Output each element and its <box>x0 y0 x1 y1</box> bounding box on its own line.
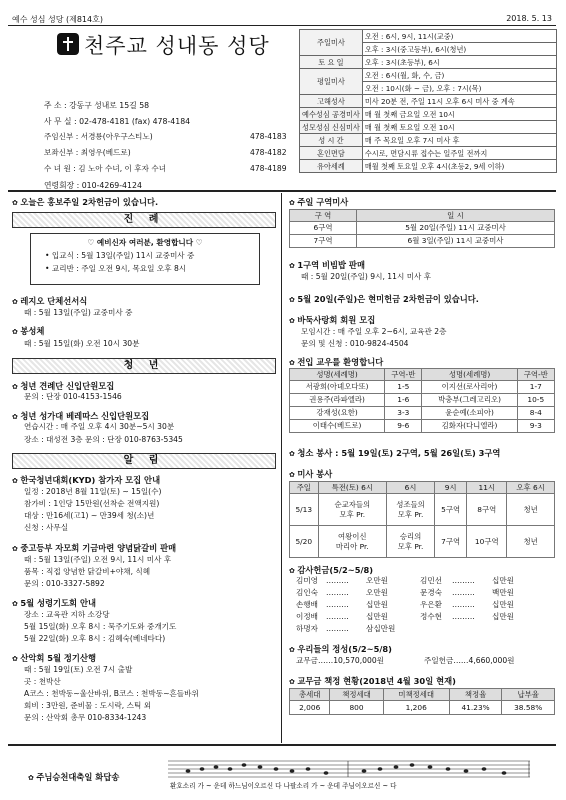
leader-dots: ……… <box>326 624 349 633</box>
page-title: 천주교 성내동 성당 <box>84 34 270 58</box>
item-line: 참가비 : 1인당 15만원(선착순 전액지원) <box>24 499 160 508</box>
donation-amount: 십만원 <box>366 600 389 609</box>
music-staff-icon <box>168 759 530 791</box>
item-line: 장소 : 교육관 지하 소강당 <box>24 610 110 619</box>
item-title: ✿ 5월 성령기도회 안내 <box>12 597 96 609</box>
district-mass-table: 구 역 일 시 6구역 5월 20일(주일) 11시 교중미사 7구역 6월 3일(주일) 11시 교중미사 <box>289 209 555 248</box>
header-divider <box>8 190 556 192</box>
top-bar <box>8 3 556 26</box>
donor-name: 우은환 <box>420 600 443 609</box>
donor-name: 하명자 <box>296 624 319 633</box>
leader-dots: ……… <box>452 600 475 609</box>
contact-convent: 수 녀 원 : 김 노아 수녀, 이 후자 수녀 478-4189 <box>44 164 287 173</box>
item-title: ✿ 청년 성가대 베레따스 신입단원모집 <box>12 410 149 422</box>
item-title: ✿ 레지오 단체선서식 <box>12 295 87 307</box>
issue-date: 2018. 5. 13 <box>506 14 552 23</box>
mass-schedule-table: 주일미사 오전 : 6시, 9시, 11시(교중) 오후 : 3시(중고등부), 6시(청년) 토 요 일 오후 : 3시(초등부), 6시 평일미사 오전 : 6시(월, 화, 수, 금) 오전 : 10시(화 ~ 금), 오후 : 7시(목) 고해성사 미사 20분 전, 주일 11시 오후 6시 미사 중 계속 예수성심 공경미사 매 월 첫째 금요일 오전 10시 성모성심 신심미사 매 월 첫째 토요일 오전 10시 성 시 간 매 주 목요일 오후 7시 미사 후 혼인면담 수시로, 면담시류 접수는 일주일 전까지 유아세례 매월 첫째 토요일 오후 4시(초등2, 9세 이하) <box>299 29 557 173</box>
welcome-line: • 교리반 : 주일 오전 9시, 목요일 오후 8시 <box>45 263 187 273</box>
item-title: ✿ 한국청년대회(KYD) 참가자 모집 안내 <box>12 474 160 486</box>
footer-label: ✿ 주님승천대축일 화답송 <box>28 771 119 783</box>
mass-service-table: 주일 특전(토) 6시 6시 9시 11시 오후 6시 5/13 순교자들의 모후 Pr. 성조들의 모후 Pr. 5구역 8구역 청년 5/20 여왕이신 마리아 Pr. 승리의 모후 Pr. 7구역 10구역 청년 <box>289 481 555 558</box>
welcome-title: ♡ 예비신자 여러분, 환영합니다 ♡ <box>87 238 203 247</box>
donation-amount: 십만원 <box>492 600 515 609</box>
donor-name: 손행배 <box>296 600 319 609</box>
contact-office: 사 무 실 : 02-478-4181 (fax) 478-4184 <box>44 117 191 126</box>
welcome-box <box>30 233 260 285</box>
item-line: 모임시간 : 매 주일 오후 2~6시, 교육관 2층 <box>301 327 447 336</box>
item-line: 5월 15일(화) 오후 8시 : 묵주기도와 중개기도 <box>24 622 177 631</box>
leader-dots: ……… <box>326 576 349 585</box>
item-line: 때 : 5월 13일(주일) 오전 9시, 11시 미사 후 <box>24 555 172 564</box>
donor-name: 문경숙 <box>420 588 443 597</box>
donor-name: 이정배 <box>296 612 319 621</box>
section-bar-liturgy: 진 례 <box>12 212 276 228</box>
item-line: 5월 22일(화) 오후 8시 : 김혜숙(베네타다) <box>24 634 166 643</box>
item-title: ✿ 전입 교우를 환영합니다 <box>289 356 383 368</box>
column-divider <box>281 193 282 743</box>
item-title: ✿ 5월 20일(주일)은 현미헌금 2차헌금이 있습니다. <box>289 293 479 305</box>
dues-table: 총세대 책정세대 미책정세대 책정율 납부율 2,006 800 1,206 41.23% 38.58% <box>289 688 555 715</box>
footer-divider <box>8 744 556 746</box>
donor-name: 김인숙 <box>296 588 319 597</box>
item-title: ✿ 1구역 비빔밥 판매 <box>289 259 365 271</box>
item-line: 문의 : 단장 010-4153-1546 <box>24 392 122 401</box>
item-line: 문의 : 산악회 총무 010-8334-1243 <box>24 713 147 722</box>
donation-amount: 십만원 <box>492 576 515 585</box>
newcomers-table: 성명(세례명) 구역-반 성명(세례명) 구역-반 서광희(아녜오다또) 1-5 이지선(로사리아) 1-7 권용주(라파엘라) 1-6 박충부(그레고리오) 10-5 강재성(요한) 3-3 윤순예(소피아) 8-4 이태수(베드로) 9-6 김화자(다니엘라) 9-3 <box>289 368 555 433</box>
item-title: ✿ 감사헌금(5/2~5/8) <box>289 564 373 576</box>
item-line: 주일헌금……4,660,000원 <box>424 656 515 665</box>
donation-amount: 오만원 <box>366 588 389 597</box>
donor-name: 김미영 <box>296 576 319 585</box>
item-line: 교무금……10,570,000원 <box>296 656 385 665</box>
item-line: 일정 : 2018년 8월 11일(토) ~ 15일(수) <box>24 487 162 496</box>
item-title: ✿ 교무금 책정 현황(2018년 4월 30일 현재) <box>289 675 456 687</box>
item-line: 신청 : 사무실 <box>24 523 69 532</box>
item-line: 장소 : 대성전 3층 문의 : 단장 010-8763-5345 <box>24 435 183 444</box>
parish-logo-icon <box>57 33 79 55</box>
item-line: 때 : 5월 13일(주일) 교중미사 중 <box>24 308 133 317</box>
item-line: 연습시간 : 매 주일 오후 4시 30분~5시 30분 <box>24 422 175 431</box>
donor-name: 김민선 <box>420 576 443 585</box>
svg-text:환호소리 가 ~ 운데 하느님이오르신 다 나팔소리 가: 환호소리 가 ~ 운데 하느님이오르신 다 나팔소리 가 ~ 운데 주님이오르신 ~ 다 <box>170 782 397 790</box>
item-line: 때 : 5월 19일(토) 오전 7시 출발 <box>24 665 133 674</box>
item-line: 때 : 5월 20일(주일) 9시, 11시 미사 후 <box>301 272 432 281</box>
item-title: ✿ 주일 구역미사 <box>289 196 348 208</box>
section-bar-notice: 알 림 <box>12 453 276 469</box>
item-line: 회비 : 3만원, 준비물 : 도시락, 스틱 외 <box>24 701 152 710</box>
item-title: ✿ 산악회 5월 정기산행 <box>12 652 96 664</box>
item-title: ✿ 청년 견례단 신입단원모집 <box>12 380 114 392</box>
donation-amount: 십만원 <box>366 612 389 621</box>
leader-dots: ……… <box>452 588 475 597</box>
donation-amount: 오만원 <box>366 576 389 585</box>
donation-amount: 백만원 <box>492 588 515 597</box>
leader-dots: ……… <box>326 600 349 609</box>
item-line: 때 : 5월 15일(화) 오전 10시 30분 <box>24 339 140 348</box>
item-title: ✿ 청소 봉사 : 5월 19일(토) 2구역, 5월 26일(토) 3구역 <box>289 447 500 459</box>
section-bar-youth: 청 년 <box>12 358 276 374</box>
item-line: 대상 : 만16세(고1) ~ 만39세 청(소)년 <box>24 511 155 520</box>
item-title: ✿ 봉성체 <box>12 325 44 337</box>
donation-amount: 십만원 <box>492 612 515 621</box>
issue-label: 예수 성심 성당 (제814호) <box>12 15 103 24</box>
item-title: ✿ 바둑사랑회 회원 모집 <box>289 314 375 326</box>
contact-pastor: 주임신부 : 서경룡(아우구스티노) 478-4183 <box>44 132 287 141</box>
item-line: 품목 : 직접 양념한 닭갈비+야채, 식혜 <box>24 567 151 576</box>
contact-funeral: 연령회장 : 010-4269-4124 <box>44 181 142 190</box>
leader-dots: ……… <box>326 588 349 597</box>
item-title: ✿ 우리들의 정성(5/2~5/8) <box>289 643 392 655</box>
leader-dots: ……… <box>326 612 349 621</box>
contact-assistant: 보좌신부 : 최영우(베드로) 478-4182 <box>44 148 287 157</box>
donation-amount: 삼십만원 <box>366 624 396 633</box>
leader-dots: ……… <box>452 612 475 621</box>
offering-list <box>296 576 554 640</box>
item-line: 곳 : 천박산 <box>24 677 61 686</box>
leader-dots: ……… <box>452 576 475 585</box>
item-line: 문의 및 신청 : 010-9824-4504 <box>301 339 409 348</box>
item-line: A코스 : 천박동~울산바위, B코스 : 천박동~흔들바위 <box>24 689 199 698</box>
item-title: ✿ 미사 봉사 <box>289 468 332 480</box>
welcome-line: • 입교식 : 5월 13일(주일) 11시 교중미사 중 <box>45 251 195 261</box>
notice-text: ✿ 오늘은 홍보주일 2차헌금이 있습니다. <box>12 196 158 208</box>
contact-address: 주 소 : 강동구 성내로 15길 58 <box>44 101 150 110</box>
item-title: ✿ 중고등부 자모회 기금마련 양념닭갈비 판매 <box>12 542 176 554</box>
donor-name: 정수현 <box>420 612 443 621</box>
item-line: 문의 : 010-3327-5892 <box>24 579 105 588</box>
